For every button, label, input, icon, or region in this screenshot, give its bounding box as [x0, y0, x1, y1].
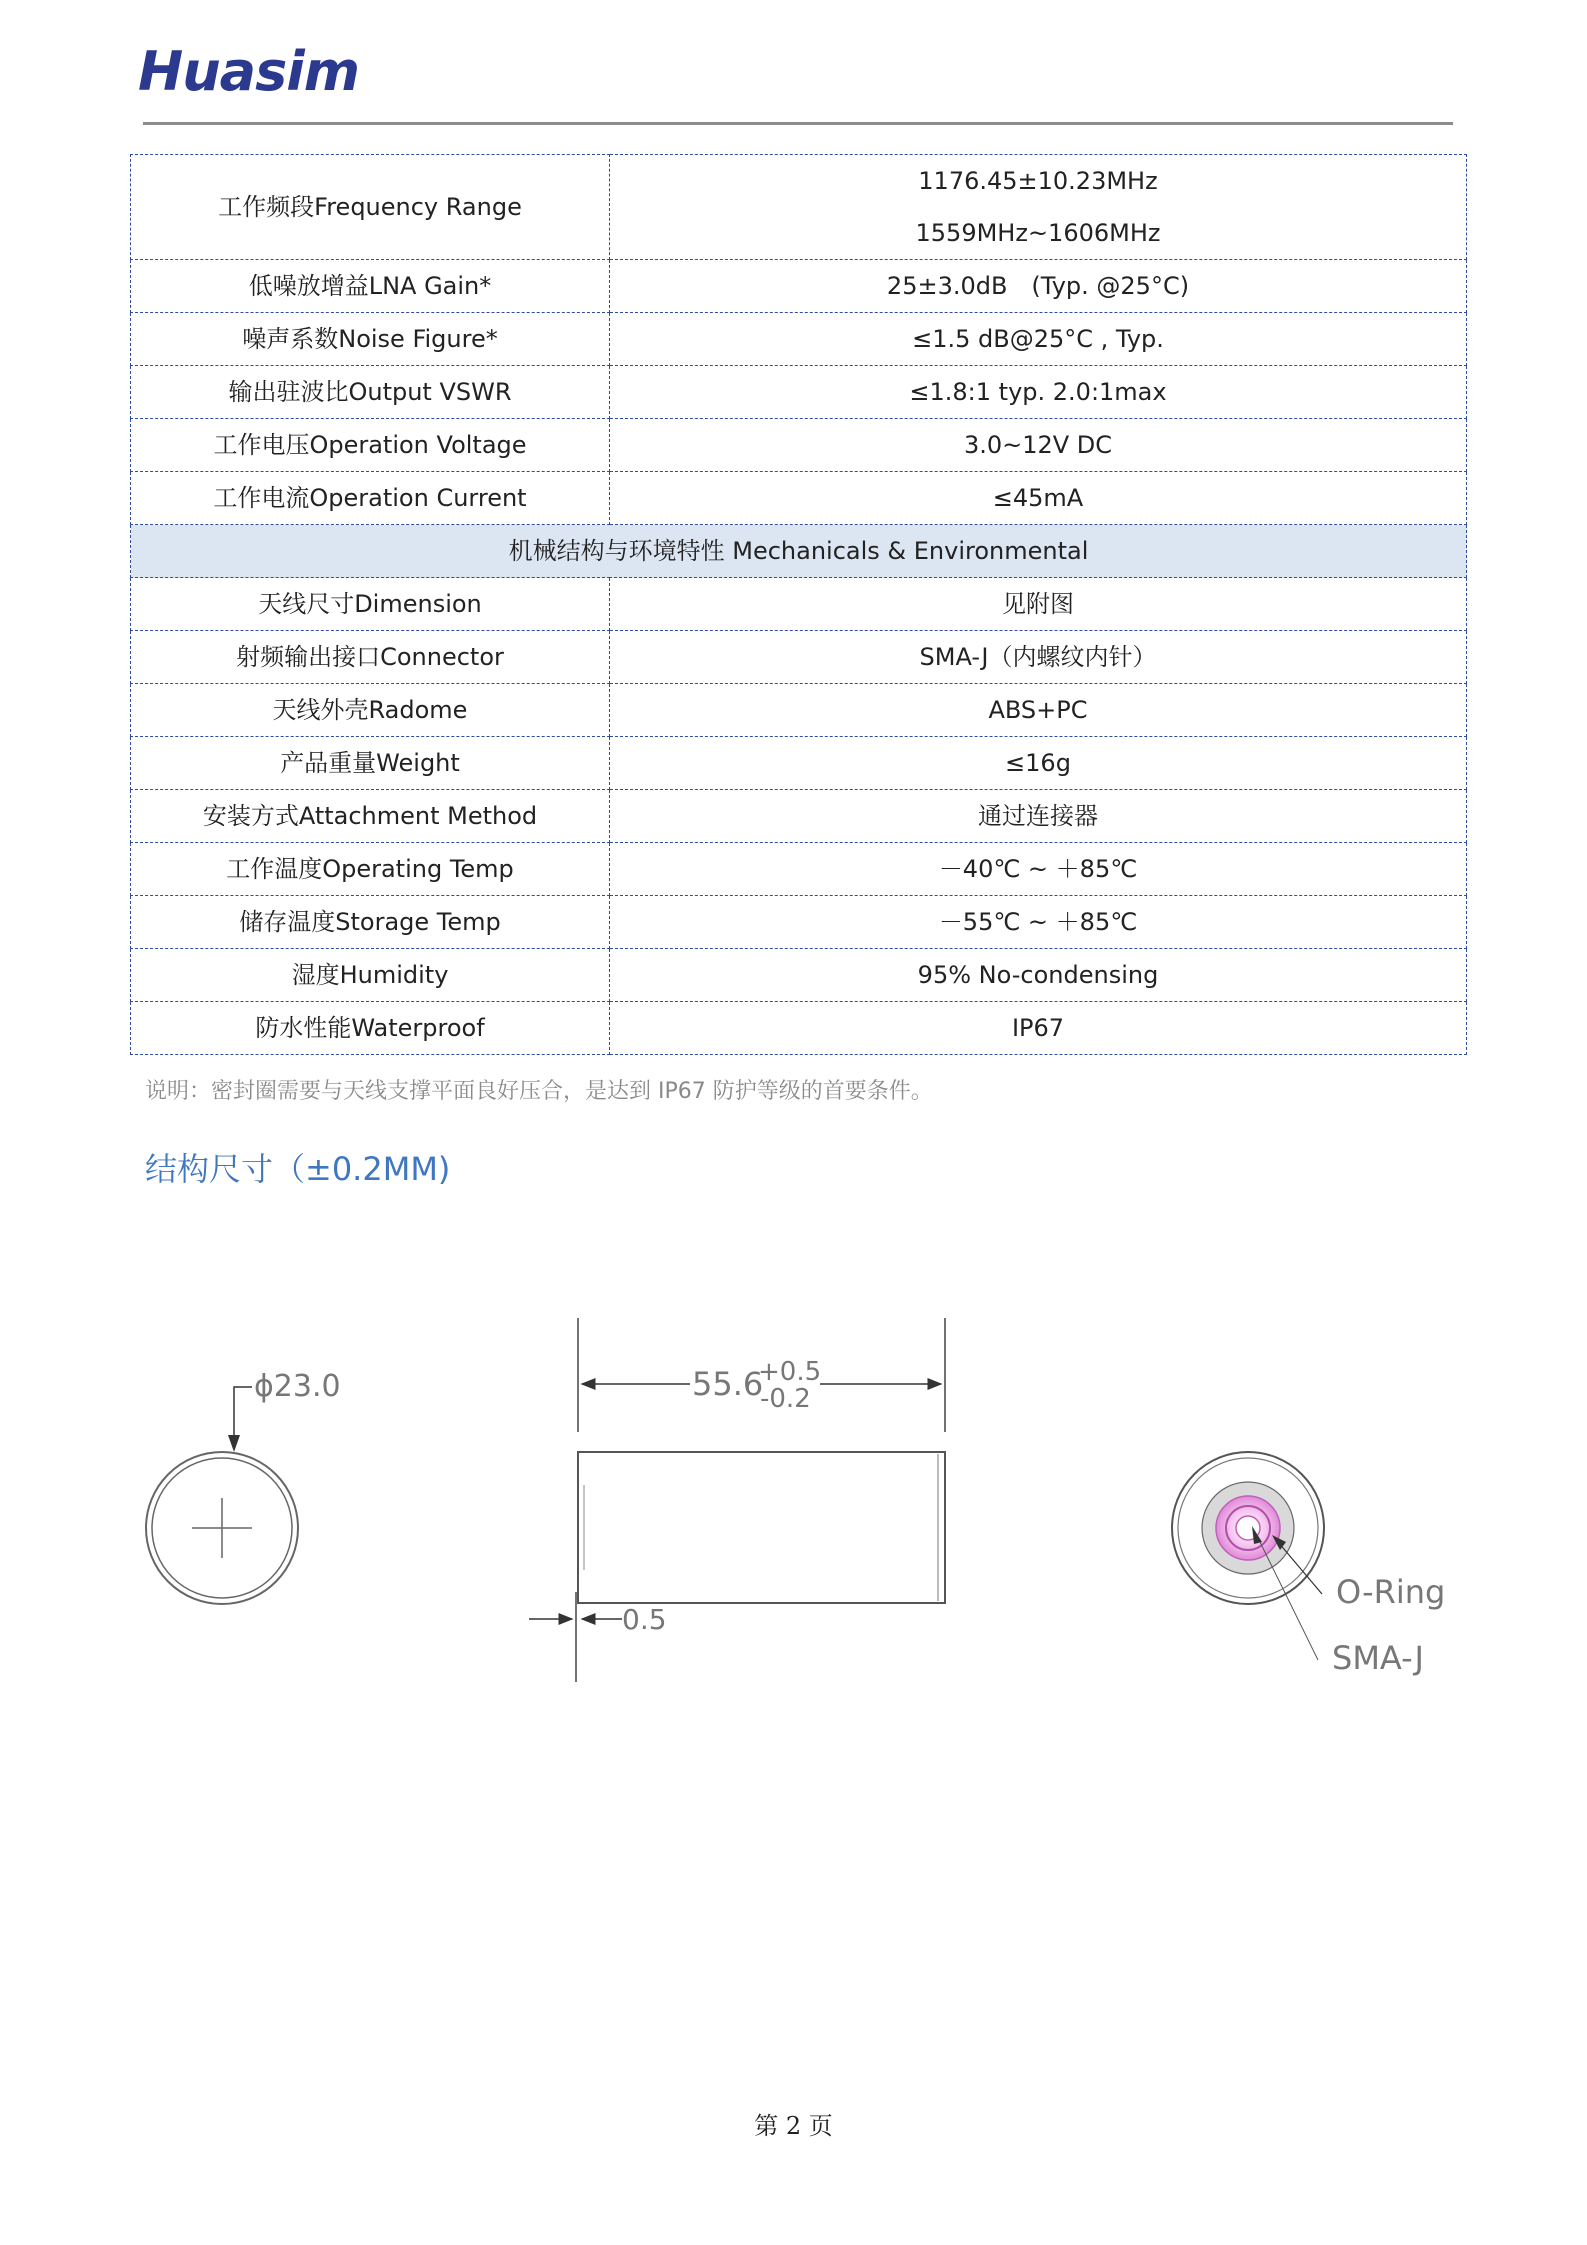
spec-label: 储存温度Storage Temp [131, 896, 610, 949]
huasim-logo: Huasim [138, 40, 359, 103]
diameter-label: ϕ23.0 [254, 1369, 341, 1404]
table-row [131, 949, 1467, 1002]
spec-label: 湿度Humidity [131, 949, 610, 1002]
spec-label: 天线尺寸Dimension [131, 578, 610, 631]
spec-value: 25±3.0dB (Typ. @25°C) [610, 260, 1467, 313]
table-row [131, 578, 1467, 631]
spec-value: ≤45mA [610, 472, 1467, 525]
spec-value: ≤1.8:1 typ. 2.0:1max [610, 366, 1467, 419]
spec-label: 工作温度Operating Temp [131, 843, 610, 896]
front-view [146, 1387, 298, 1604]
spec-label: 工作电压Operation Voltage [131, 419, 610, 472]
section-header-row [131, 525, 1467, 578]
table-row [131, 155, 1467, 260]
spec-label: 防水性能Waterproof [131, 1002, 610, 1055]
table-row [131, 366, 1467, 419]
step-label: 0.5 [622, 1603, 667, 1636]
table-row [131, 419, 1467, 472]
spec-value: ABS+PC [610, 684, 1467, 737]
table-row [131, 472, 1467, 525]
spec-label: 产品重量Weight [131, 737, 610, 790]
section-header: 机械结构与环境特性 Mechanicals & Environmental [131, 525, 1467, 578]
spec-label: 输出驻波比Output VSWR [131, 366, 610, 419]
spec-value: IP67 [610, 1002, 1467, 1055]
spec-value: ≤16g [610, 737, 1467, 790]
length-tol-minus: -0.2 [760, 1384, 811, 1414]
table-row [131, 1002, 1467, 1055]
rear-view [1172, 1452, 1324, 1660]
table-row [131, 843, 1467, 896]
table-row [131, 260, 1467, 313]
spec-label: 工作频段Frequency Range [131, 155, 610, 260]
table-row [131, 896, 1467, 949]
dimension-drawing [0, 1280, 1587, 1710]
spec-label: 射频输出接口Connector [131, 631, 610, 684]
spec-label: 低噪放增益LNA Gain* [131, 260, 610, 313]
spec-value: 见附图 [610, 578, 1467, 631]
page-number: 第 2 页 [754, 2112, 833, 2140]
spec-value-line: 1559MHz~1606MHz [915, 219, 1161, 247]
table-row [131, 790, 1467, 843]
table-row [131, 684, 1467, 737]
spec-value: ≤1.5 dB@25°C , Typ. [610, 313, 1467, 366]
spec-value: SMA-J（内螺纹内针） [610, 631, 1467, 684]
header-rule [143, 122, 1453, 125]
spec-value: －40℃ ~ ＋85℃ [610, 843, 1467, 896]
dimensions-title: 结构尺寸（±0.2MM) [145, 1150, 451, 1188]
spec-table [130, 154, 1467, 1055]
length-tol-plus: +0.5 [758, 1357, 822, 1387]
sma-label: SMA-J [1332, 1639, 1424, 1677]
length-main-label: 55.6 [692, 1365, 764, 1403]
spec-label: 噪声系数Noise Figure* [131, 313, 610, 366]
spec-label: 天线外壳Radome [131, 684, 610, 737]
table-row [131, 631, 1467, 684]
spec-label: 工作电流Operation Current [131, 472, 610, 525]
waterproof-note: 说明：密封圈需要与天线支撑平面良好压合，是达到 IP67 防护等级的首要条件。 [145, 1079, 933, 1104]
table-row [131, 313, 1467, 366]
spec-value: 95% No-condensing [610, 949, 1467, 1002]
spec-value: 通过连接器 [610, 790, 1467, 843]
oring-label: O-Ring [1336, 1573, 1446, 1611]
spec-value: 3.0~12V DC [610, 419, 1467, 472]
spec-value: －55℃ ~ ＋85℃ [610, 896, 1467, 949]
spec-label: 安装方式Attachment Method [131, 790, 610, 843]
table-row [131, 737, 1467, 790]
spec-value-line: 1176.45±10.23MHz [918, 167, 1158, 195]
spec-value [610, 155, 1467, 260]
